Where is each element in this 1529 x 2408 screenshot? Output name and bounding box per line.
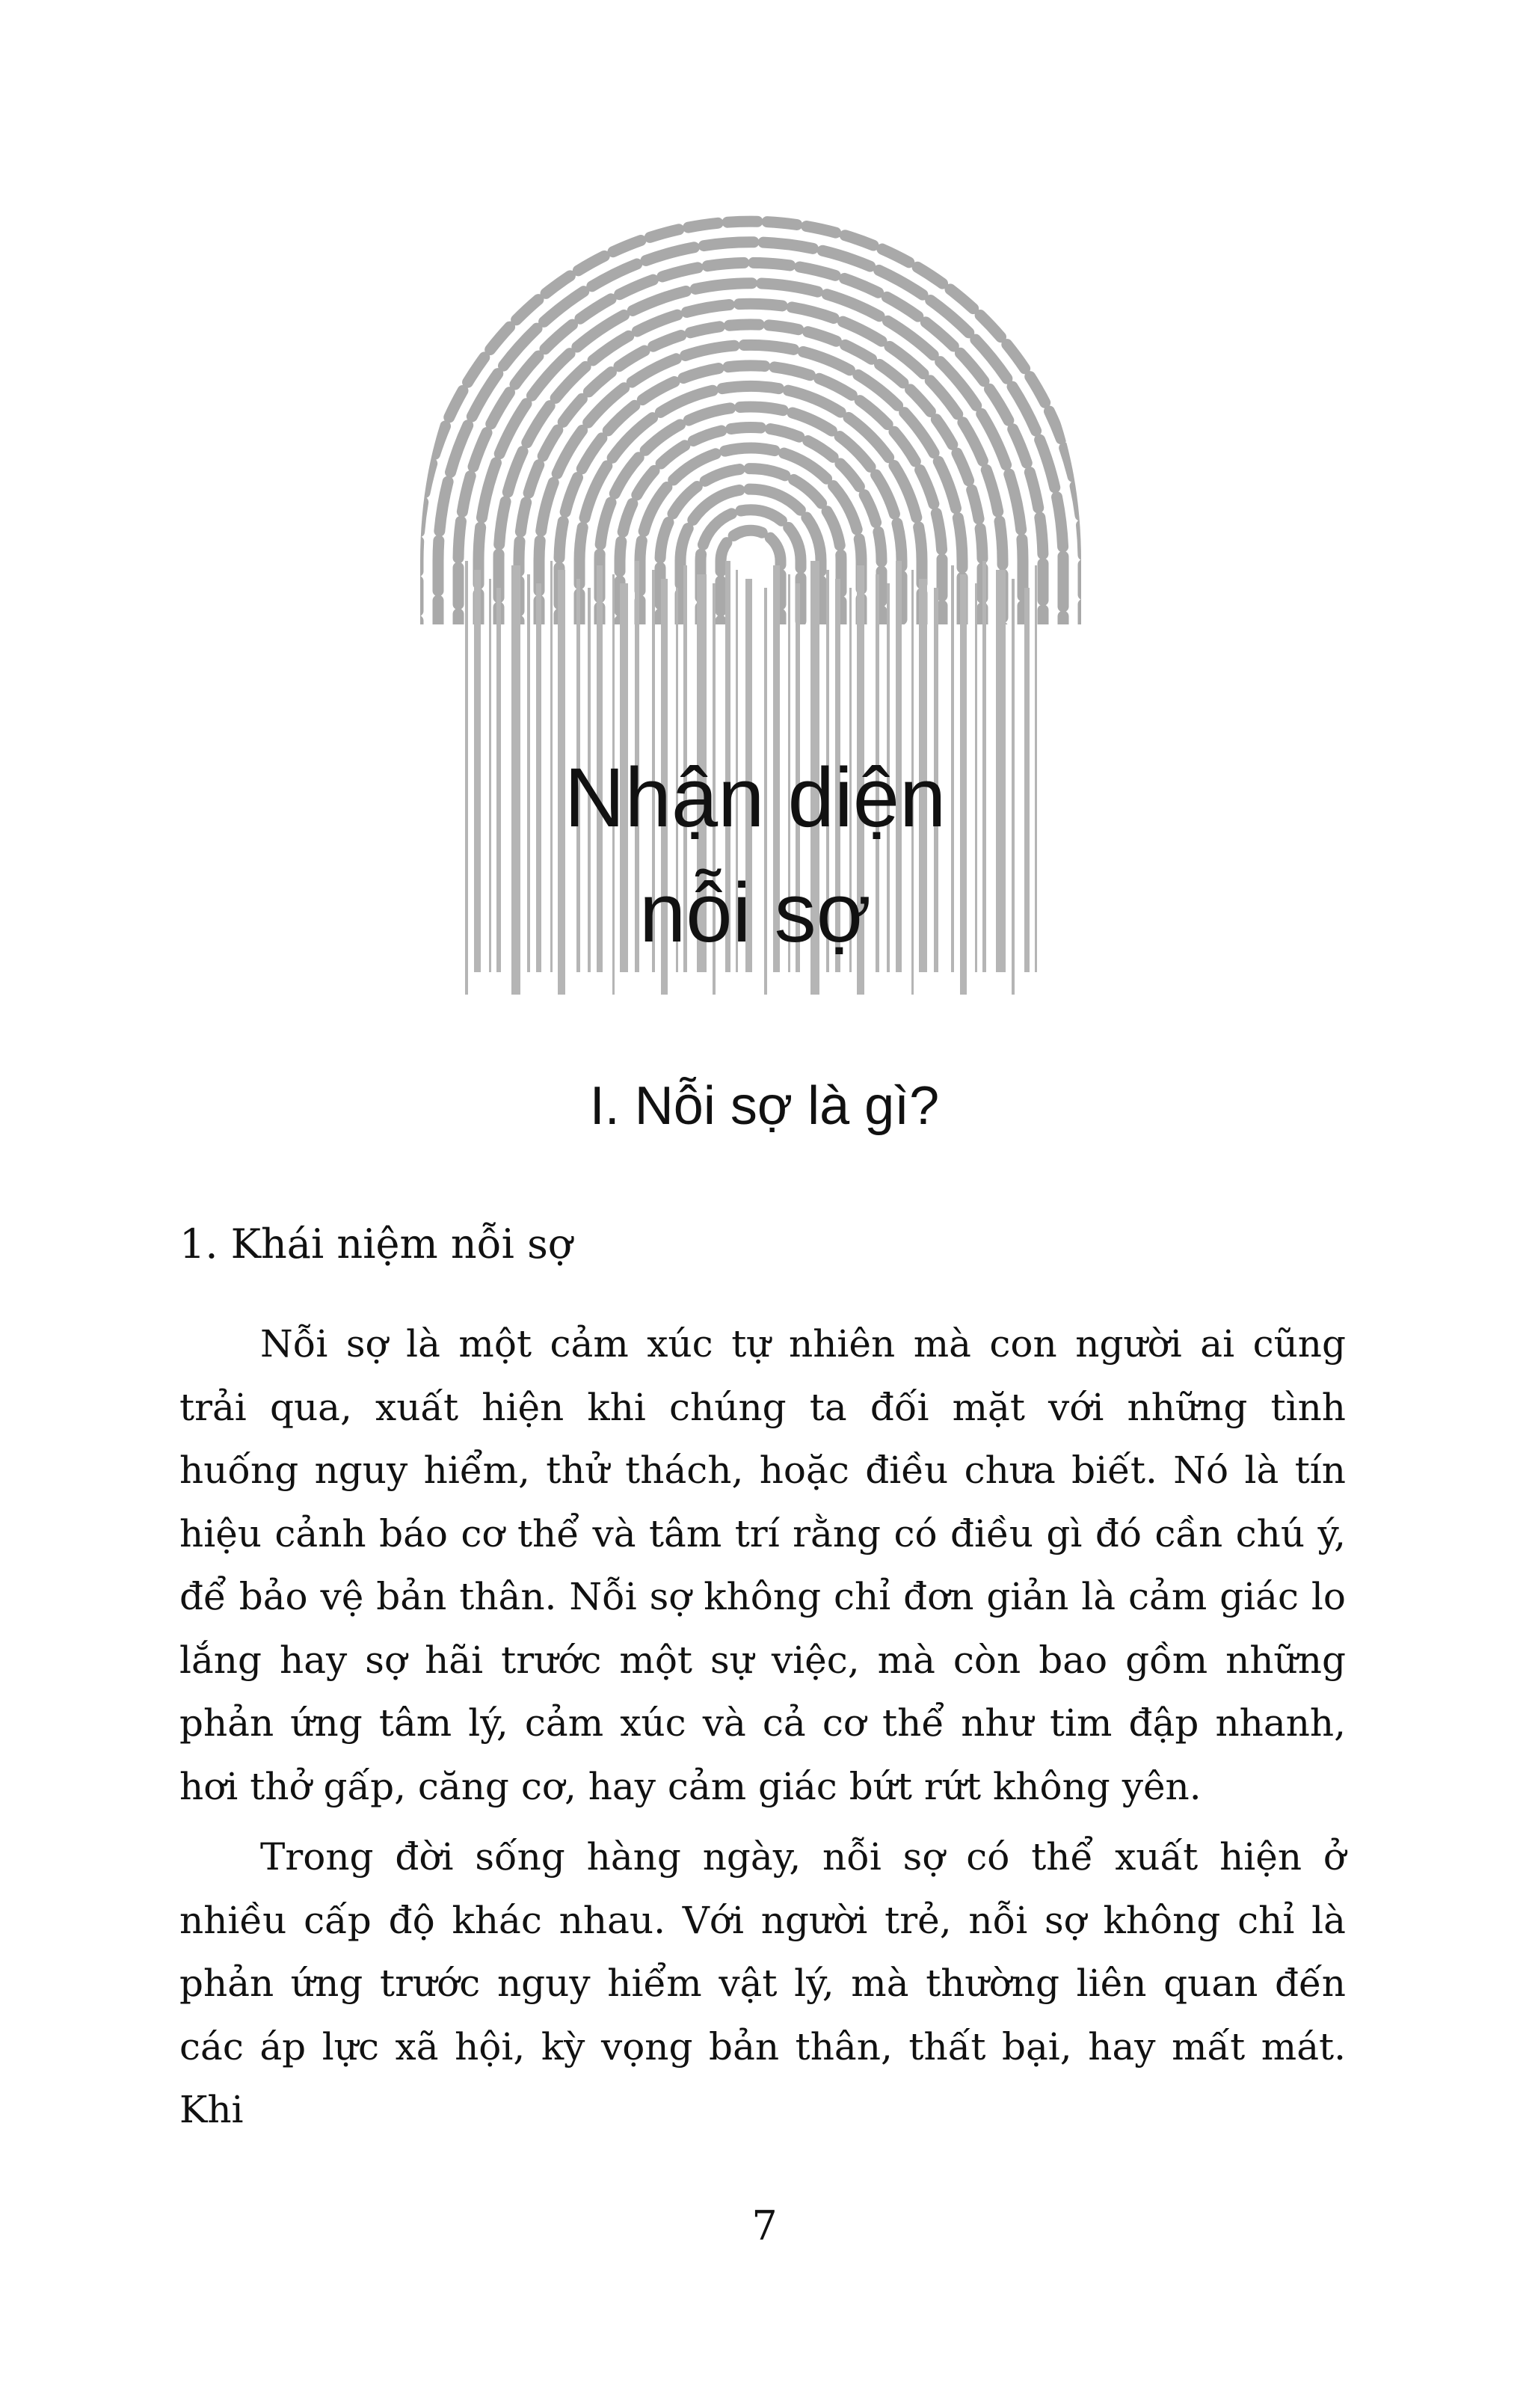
page-number: 7 — [751, 2202, 778, 2249]
chapter-title-line-1: Nhận diện — [564, 751, 947, 844]
chapter-title — [464, 740, 1047, 971]
chapter-title-line-2: nỗi sợ — [639, 866, 872, 959]
subsection-heading: 1. Khái niệm nỗi sợ — [179, 1220, 573, 1268]
body-text — [179, 1312, 1346, 2142]
paragraph-1: Nỗi sợ là một cảm xúc tự nhiên mà con người ai cũng trải qua, xuất hiện khi chúng ta đối mặt với những tình huống nguy hiểm, thử thách, hoặc điều chưa biết. Nó là tín hiệu cảnh báo cơ thể và tâm trí rằng có điều gì đó cần chú ý, để bảo vệ bản thân. Nỗi sợ không chỉ đơn giản là cảm giác lo lắng hay sợ hãi trước một sự việc, mà còn bao gồm những phản ứng tâm lý, cảm xúc và cả cơ thể như tim đập nhanh, hơi thở gấp, căng cơ, hay cảm giác bứt rứt không yên. — [179, 1322, 1346, 1808]
paragraph-2: Trong đời sống hàng ngày, nỗi sợ có thể xuất hiện ở nhiều cấp độ khác nhau. Với người trẻ, nỗi sợ không chỉ là phản ứng trước nguy hiểm vật lý, mà thường liên quan đến các áp lực xã hội, kỳ vọng bản thân, thất bại, hay mất mát. Khi — [179, 1835, 1346, 2131]
section-heading: I. Nỗi sợ là gì? — [589, 1076, 940, 1136]
